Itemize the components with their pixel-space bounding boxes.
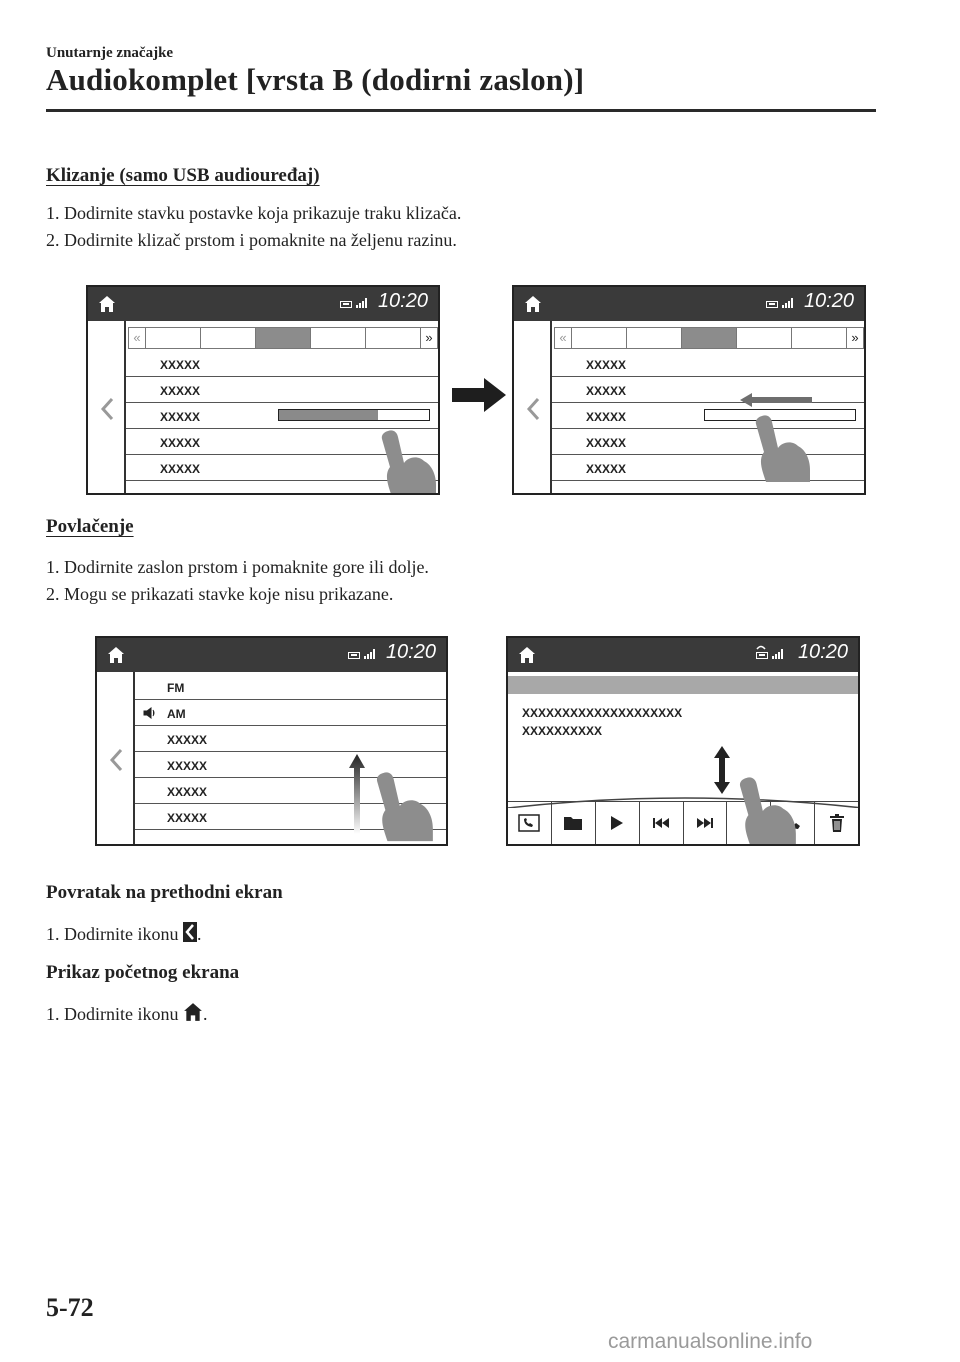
list-item-slider[interactable]: XXXXX bbox=[126, 403, 440, 429]
title-band bbox=[508, 676, 860, 694]
bottom-toolbar bbox=[508, 801, 858, 844]
step-text: 1. Dodirnite zaslon prstom i pomaknite gore ili dolje. bbox=[46, 557, 429, 577]
list-item[interactable]: XXXXX bbox=[552, 377, 866, 403]
slider-fill bbox=[279, 410, 378, 420]
status-bar bbox=[88, 287, 438, 321]
signal-icon bbox=[364, 649, 378, 659]
tab-strip[interactable] bbox=[554, 327, 864, 349]
signal-icon bbox=[356, 298, 370, 308]
home-icon[interactable] bbox=[107, 646, 125, 664]
list-screen bbox=[95, 636, 448, 846]
chapter-label: Unutarnje značajke bbox=[46, 45, 174, 61]
page-title: Audiokomplet [vrsta B (dodirni zaslon)] bbox=[46, 62, 585, 97]
watermark: carmanualsonline.info bbox=[608, 1330, 813, 1353]
clock: 10:20 bbox=[797, 641, 848, 663]
trash-icon[interactable] bbox=[815, 802, 858, 844]
clock: 10:20 bbox=[385, 641, 436, 663]
list-item[interactable]: XXXXX bbox=[135, 726, 448, 752]
battery-icon bbox=[348, 652, 360, 659]
list-item-slider[interactable]: XXXXX bbox=[552, 403, 866, 429]
left-arrow-icon bbox=[740, 393, 812, 407]
tab-strip[interactable] bbox=[128, 327, 438, 349]
clock: 10:20 bbox=[803, 290, 854, 312]
list-item[interactable]: XXXXX bbox=[552, 351, 866, 377]
section-heading-home: Prikaz početnog ekrana bbox=[46, 962, 240, 983]
tab-selected[interactable] bbox=[682, 328, 737, 348]
finger-icon bbox=[378, 429, 440, 495]
finger-icon bbox=[752, 413, 814, 483]
signal-icon bbox=[772, 649, 786, 659]
step-home: 1. Dodirnite ikonu . bbox=[46, 1004, 208, 1024]
step-text: 1. Dodirnite stavku postavke koja prikazuje traku klizača. bbox=[46, 203, 462, 223]
list-item-am[interactable]: AM bbox=[135, 700, 448, 726]
finger-icon bbox=[736, 770, 800, 846]
step-text: 2. Dodirnite klizač prstom i pomaknite na željenu razinu. bbox=[46, 230, 457, 250]
right-arrow-icon bbox=[452, 376, 506, 414]
slider-screen-after bbox=[512, 285, 866, 495]
up-down-arrow-icon bbox=[714, 746, 730, 794]
back-icon bbox=[183, 922, 197, 942]
list-item[interactable]: XXXXX bbox=[552, 455, 866, 481]
home-icon[interactable] bbox=[98, 295, 116, 313]
folder-icon[interactable] bbox=[552, 802, 596, 844]
list-item[interactable]: XXXXX bbox=[126, 351, 440, 377]
section-heading-back: Povratak na prethodni ekran bbox=[46, 882, 283, 903]
slider-screen-before bbox=[86, 285, 440, 495]
tab[interactable] bbox=[366, 328, 421, 348]
finger-icon bbox=[373, 766, 437, 846]
scroll-right-icon[interactable]: » bbox=[425, 330, 433, 345]
scroll-left-icon[interactable]: « bbox=[129, 328, 146, 348]
list-item[interactable]: XXXXX bbox=[135, 804, 448, 830]
tab[interactable] bbox=[201, 328, 256, 348]
play-icon[interactable] bbox=[596, 802, 640, 844]
wifi-icon bbox=[756, 644, 766, 650]
slider-bar[interactable] bbox=[278, 409, 430, 421]
scroll-left-icon[interactable]: « bbox=[555, 328, 572, 348]
list-item[interactable]: XXXXX bbox=[552, 429, 866, 455]
list-item[interactable]: XXXXX bbox=[135, 778, 448, 804]
up-arrow-icon bbox=[349, 754, 365, 834]
scroll-right-icon[interactable]: » bbox=[851, 330, 859, 345]
section-heading-dragging: Povlačenje bbox=[46, 516, 134, 537]
detail-line: XXXXXXXXXXXXXXXXXXXX bbox=[522, 706, 683, 720]
detail-line: XXXXXXXXXX bbox=[522, 724, 603, 738]
back-column[interactable] bbox=[514, 321, 552, 493]
list-item-fm[interactable]: FM bbox=[135, 674, 448, 700]
tab[interactable] bbox=[146, 328, 201, 348]
next-track-icon[interactable] bbox=[684, 802, 728, 844]
tab-selected[interactable] bbox=[256, 328, 311, 348]
step-text: 2. Mogu se prikazati stavke koje nisu prikazane. bbox=[46, 584, 394, 604]
back-chevron-icon[interactable] bbox=[109, 748, 123, 772]
list-item[interactable]: XXXXX bbox=[126, 429, 440, 455]
page-number: 5-72 bbox=[46, 1293, 94, 1322]
tab[interactable] bbox=[572, 328, 627, 348]
speaker-icon bbox=[143, 707, 157, 719]
back-column[interactable] bbox=[97, 672, 135, 844]
status-bar bbox=[508, 638, 858, 672]
list-item[interactable]: XXXXX bbox=[135, 752, 448, 778]
home-icon[interactable] bbox=[518, 646, 536, 664]
clock: 10:20 bbox=[377, 290, 428, 312]
tab[interactable] bbox=[737, 328, 792, 348]
back-column[interactable] bbox=[88, 321, 126, 493]
status-bar bbox=[514, 287, 864, 321]
step-back: 1. Dodirnite ikonu . bbox=[46, 924, 202, 944]
battery-icon bbox=[340, 301, 352, 308]
signal-icon bbox=[782, 298, 796, 308]
detail-screen bbox=[506, 636, 860, 846]
back-chevron-icon[interactable] bbox=[526, 397, 540, 421]
home-icon bbox=[183, 1002, 203, 1022]
title-rule bbox=[46, 109, 876, 112]
tab[interactable] bbox=[792, 328, 847, 348]
battery-icon bbox=[756, 652, 768, 659]
phone-icon[interactable] bbox=[508, 802, 552, 844]
list-item[interactable]: XXXXX bbox=[126, 455, 440, 481]
list-item[interactable]: XXXXX bbox=[126, 377, 440, 403]
back-chevron-icon[interactable] bbox=[100, 397, 114, 421]
home-icon[interactable] bbox=[524, 295, 542, 313]
section-heading-sliding: Klizanje (samo USB audiouređaj) bbox=[46, 165, 320, 186]
tab[interactable] bbox=[627, 328, 682, 348]
tab[interactable] bbox=[311, 328, 366, 348]
status-bar bbox=[97, 638, 446, 672]
battery-icon bbox=[766, 301, 778, 308]
previous-track-icon[interactable] bbox=[640, 802, 684, 844]
